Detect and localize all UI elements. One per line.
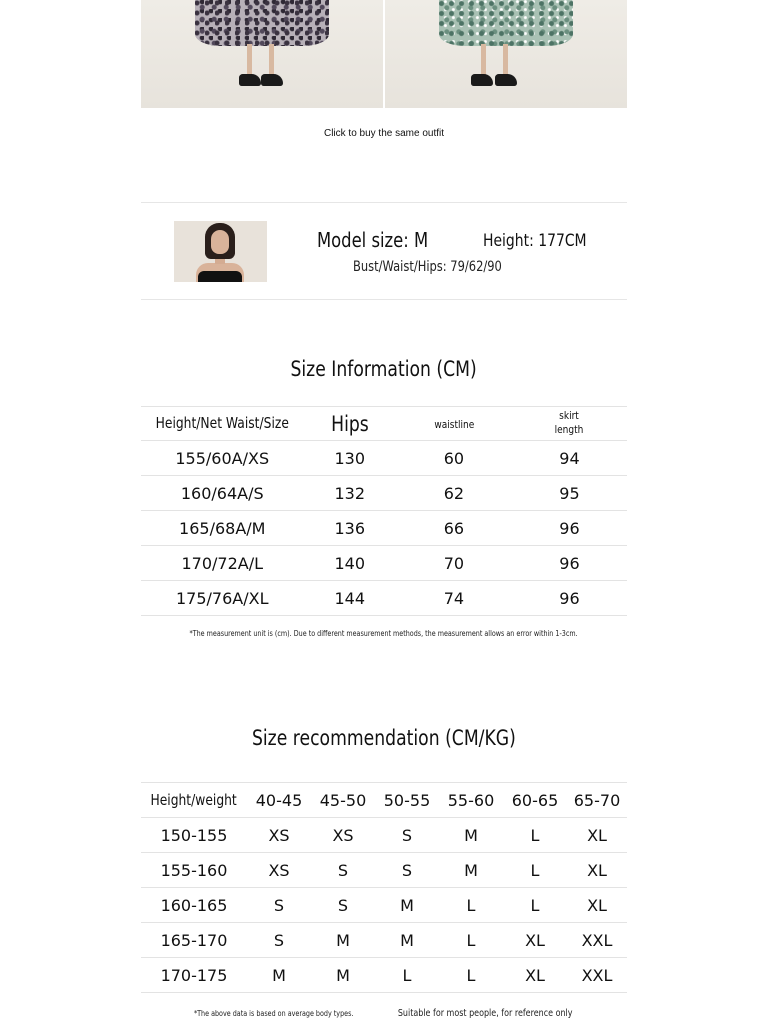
- divider: [141, 299, 627, 300]
- size-info-table: [141, 406, 627, 616]
- outfit-photo-purple-skirt[interactable]: [141, 0, 383, 108]
- model-size: Model size: M: [317, 228, 429, 252]
- size-info-note: *The measurement unit is (cm). Due to different measurement methods, the measurement allows an error within 1-3cm.: [189, 629, 579, 638]
- size-rec-title: Size recommendation (CM/KG): [252, 726, 516, 750]
- table-row: 160/64A/S 132 62 95: [141, 476, 627, 511]
- column-header: 45-50: [311, 783, 375, 818]
- sandal-image: [261, 74, 283, 86]
- model-photo: [174, 221, 267, 282]
- size-rec-table: [141, 782, 627, 993]
- outfit-photos: [141, 0, 627, 108]
- table-row: 165/68A/M 136 66 96: [141, 511, 627, 546]
- model-measurements: Bust/Waist/Hips: 79/62/90: [353, 259, 502, 275]
- column-header: Height/Net Waist/Size: [141, 407, 304, 441]
- column-header: 55-60: [439, 783, 503, 818]
- column-header: 60-65: [503, 783, 567, 818]
- table-row: 175/76A/XL 144 74 96: [141, 581, 627, 616]
- sandal-image: [471, 74, 493, 86]
- table-row: 160-165 S S M L L XL: [141, 888, 627, 923]
- size-info-title: Size Information (CM): [290, 357, 478, 381]
- divider: [141, 202, 627, 203]
- table-row: 165-170 S M M L XL XXL: [141, 923, 627, 958]
- table-row: 150-155 XS XS S M L XL: [141, 818, 627, 853]
- table-row: 170-175 M M L L XL XXL: [141, 958, 627, 993]
- table-row: 155-160 XS S S M L XL: [141, 853, 627, 888]
- column-header: Hips: [304, 407, 396, 441]
- model-height: Height: 177CM: [483, 231, 587, 251]
- column-header: 40-45: [247, 783, 311, 818]
- sandal-image: [495, 74, 517, 86]
- sandal-image: [239, 74, 261, 86]
- skirt-image: [195, 0, 329, 46]
- skirt-image: [439, 0, 573, 46]
- table-row: 170/72A/L 140 70 96: [141, 546, 627, 581]
- column-header: skirt length: [512, 407, 627, 441]
- column-header: Height/weight: [141, 783, 247, 818]
- column-header: 50-55: [375, 783, 439, 818]
- table-row: 155/60A/XS 130 60 94: [141, 441, 627, 476]
- column-header: waistline: [396, 407, 512, 441]
- size-rec-note: *The above data is based on average body types. Suitable for most people, for reference only: [193, 1008, 573, 1019]
- buy-same-outfit-link[interactable]: Click to buy the same outfit: [323, 128, 445, 139]
- column-header: 65-70: [567, 783, 627, 818]
- outfit-photo-green-skirt[interactable]: [385, 0, 627, 108]
